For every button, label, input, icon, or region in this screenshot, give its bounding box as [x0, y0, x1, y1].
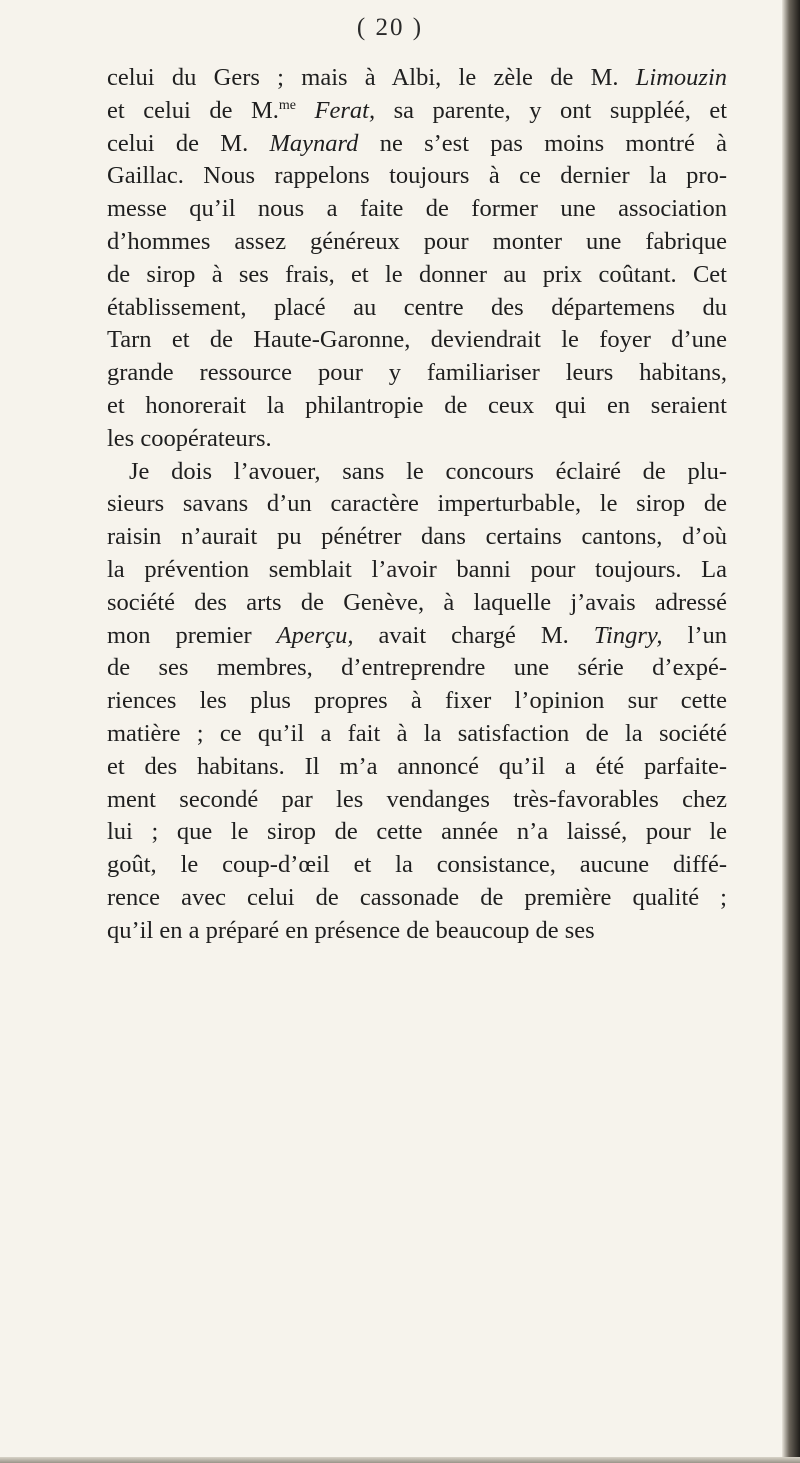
text-line [107, 554, 727, 587]
page-number: ( 20 ) [356, 14, 424, 41]
page-binding-edge [782, 0, 800, 1463]
text-line [107, 456, 727, 489]
text-run: grande ressource pour y familiariser leurs habitans, [107, 359, 727, 387]
text-line [107, 357, 727, 390]
text-run: Tarn et de Haute-Garonne, deviendrait le foyer d’une [107, 326, 727, 354]
text-line [107, 751, 727, 784]
text-line [107, 685, 727, 718]
text-line [107, 160, 727, 193]
text-run: de ses membres, d’entreprendre une série d’expé- [107, 654, 727, 682]
text-run: l’un [662, 621, 727, 649]
text-run: et des habitans. Il m’a annoncé qu’il a été parfaite- [107, 752, 727, 780]
text-line [107, 292, 727, 325]
text-line [107, 62, 727, 95]
text-line [107, 849, 727, 882]
text-line [107, 390, 727, 423]
superscript-run: me [278, 97, 296, 113]
text-run: celui du Gers ; mais à Albi, le zèle de M. [107, 64, 636, 91]
text-line [107, 488, 727, 521]
text-run: matière ; ce qu’il a fait à la satisfaction de la société [107, 719, 727, 747]
text-line [107, 816, 727, 849]
text-line [107, 784, 727, 817]
italic-run: Aperçu, [276, 621, 354, 649]
text-line [107, 718, 727, 751]
text-run: et celui de M. [107, 96, 279, 124]
body-text [107, 62, 727, 948]
text-run: ment secondé par les vendanges très-favorables chez [107, 785, 727, 813]
text-line [107, 652, 727, 685]
text-run: de sirop à ses frais, et le donner au prix coûtant. Cet [107, 260, 727, 288]
text-line [107, 620, 727, 653]
text-line [107, 193, 727, 226]
text-run: avait chargé M. [353, 621, 594, 649]
text-run: établissement, placé au centre des départemens du [107, 293, 727, 321]
text-run: messe qu’il nous a faite de former une association [107, 195, 727, 223]
text-run: Gaillac. Nous rappelons toujours à ce dernier la pro- [107, 162, 727, 190]
text-run: goût, le coup-d’œil et la consistance, aucune diffé- [107, 851, 727, 879]
text-line [107, 521, 727, 554]
text-run: riences les plus propres à fixer l’opinion sur cette [107, 687, 727, 715]
text-run: rence avec celui de cassonade de première qualité ; [107, 883, 727, 911]
text-run: mon premier [107, 621, 277, 649]
text-line [107, 128, 727, 161]
text-line [107, 226, 727, 259]
text-line [107, 423, 727, 456]
italic-run: Tingry, [593, 621, 663, 649]
text-run: la prévention semblait l’avoir banni pour toujours. La [107, 555, 727, 583]
text-run: les coopérateurs. [107, 424, 272, 452]
text-line [107, 95, 727, 128]
text-run: et honorerait la philantropie de ceux qui en seraient [107, 391, 727, 419]
text-run [296, 97, 315, 124]
text-line [107, 587, 727, 620]
text-line [107, 915, 727, 948]
text-line [107, 324, 727, 357]
text-line [107, 259, 727, 292]
text-run: lui ; que le sirop de cette année n’a laissé, pour le [107, 818, 727, 846]
text-run: d’hommes assez généreux pour monter une fabrique [107, 227, 727, 255]
italic-run: Limouzin [635, 64, 727, 91]
text-run: celui de M. [107, 129, 270, 157]
text-run: raisin n’aurait pu pénétrer dans certains cantons, d’où [107, 523, 727, 551]
italic-run: Maynard [269, 129, 359, 157]
text-run: société des arts de Genève, à laquelle j’avais adressé [107, 588, 727, 616]
text-run: sa parente, y ont suppléé, et [375, 96, 728, 124]
page-bottom-edge [0, 1457, 800, 1463]
text-run: sieurs savans d’un caractère imperturbable, le sirop de [107, 490, 727, 518]
text-run: ne s’est pas moins montré à [358, 129, 727, 157]
italic-run: Ferat, [314, 96, 376, 124]
text-run: qu’il en a préparé en présence de beaucoup de ses [107, 916, 595, 944]
text-run: Je dois l’avouer, sans le concours éclairé de plu- [129, 457, 727, 485]
text-line [107, 882, 727, 915]
